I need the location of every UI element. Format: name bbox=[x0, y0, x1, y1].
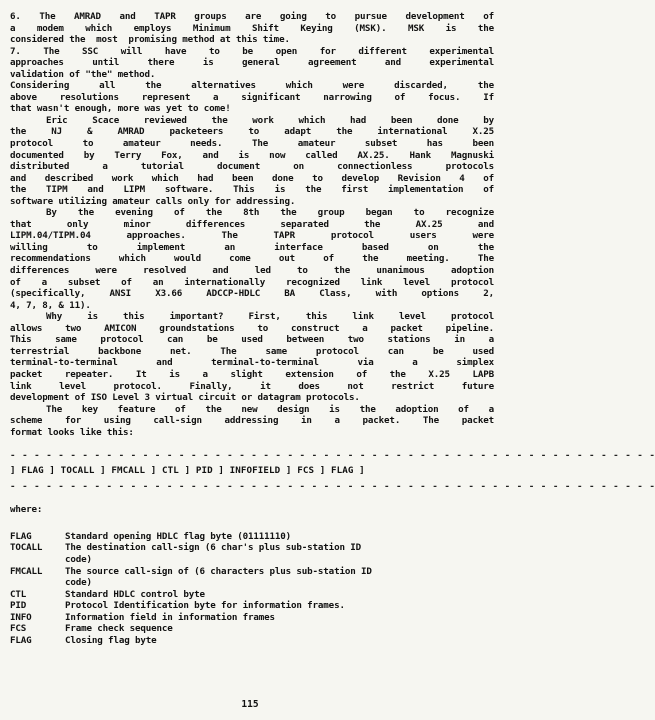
text-line: packet repeater. It is a slight extension of the X.25 LAPB bbox=[10, 368, 494, 380]
paragraph bbox=[10, 115, 494, 207]
where-label: where: bbox=[10, 503, 43, 515]
separator-top: - - - - - - - - - - - - - - - - - - - - - - - - - - - - - - - - - - - - - - - - - - - - - - - - - - - - - - bbox=[10, 449, 655, 461]
text-line: The key feature of the new design is the adoption of a bbox=[46, 403, 494, 415]
definition-row bbox=[10, 589, 494, 601]
definition-desc bbox=[65, 531, 494, 543]
text-line: LIPM.04/TIPM.04 approaches. The TAPR protocol users were bbox=[10, 230, 494, 242]
definition-term: CTL bbox=[10, 588, 27, 600]
definition-row bbox=[10, 612, 494, 624]
text-line: software utilizing amateur calls only for addressing. bbox=[10, 195, 296, 207]
definition-desc-line: The destination call-sign (6 char's plus sub-station ID bbox=[65, 542, 361, 554]
definition-row bbox=[10, 566, 494, 589]
definition-desc bbox=[65, 600, 494, 612]
paragraphs bbox=[10, 11, 494, 438]
text-line: willing to implement an interface based on the bbox=[10, 241, 494, 253]
text-line: (specifically, ANSI X3.66 ADCCP-HDLC BA Class, with options 2, bbox=[10, 288, 494, 300]
separator-bottom: - - - - - - - - - - - - - - - - - - - - - - - - - - - - - - - - - - - - - - - - - - - - - - - - - - - - - - bbox=[10, 480, 655, 492]
definition-desc-line: Closing flag byte bbox=[65, 634, 157, 646]
text-line: recommendations which would come out of the meeting. The bbox=[10, 253, 494, 265]
text-line: 6. The AMRAD and TAPR groups are going to pursue development of bbox=[10, 11, 494, 22]
text-line: validation of "the" method. bbox=[10, 68, 156, 80]
page-number: 115 bbox=[241, 699, 259, 710]
text-line: the TIPM and LIPM software. This is the first implementation of bbox=[10, 184, 494, 196]
definition-desc bbox=[65, 635, 494, 647]
definition-row bbox=[10, 531, 494, 543]
definition-desc-line: code) bbox=[65, 577, 92, 589]
text-line: protocol to amateur needs. The amateur subset has been bbox=[10, 138, 494, 150]
definition-desc-line: Standard opening HDLC flag byte (01111110) bbox=[65, 530, 292, 542]
text-line: terminal-to-terminal and terminal-to-terminal via a simplex bbox=[10, 357, 494, 369]
text-line: above resolutions represent a significant narrowing of focus. If bbox=[10, 91, 494, 103]
text-line: a modem which employs Minimum Shift Keying (MSK). MSK is the bbox=[10, 22, 494, 34]
definition-row bbox=[10, 623, 494, 635]
definition-desc bbox=[65, 612, 494, 624]
definition-desc bbox=[65, 589, 494, 601]
text-line: considered the most promising method at this time. bbox=[10, 34, 290, 46]
text-line: terrestrial backbone net. The same protocol can be used bbox=[10, 345, 494, 357]
definition-desc-line: Frame check sequence bbox=[65, 623, 173, 635]
text-line: allows two AMICON groundstations to construct a packet pipeline. bbox=[10, 322, 494, 334]
text-line: Eric Scace reviewed the work which had been done by bbox=[46, 114, 494, 126]
text-line: 7. The SSC will have to be open for different experimental bbox=[10, 45, 494, 57]
text-line: the NJ & AMRAD packeteers to adapt the international X.25 bbox=[10, 126, 494, 138]
text-line: Why is this important? First, this link level protocol bbox=[46, 311, 494, 323]
definition-term: PID bbox=[10, 600, 27, 612]
definition-desc-line: Information field in information frames bbox=[65, 611, 275, 623]
paragraph bbox=[10, 207, 494, 311]
text-line: format looks like this: bbox=[10, 426, 134, 438]
text-line: distributed a tutorial document on connectionless protocols bbox=[10, 161, 494, 173]
definition-desc-line: code) bbox=[65, 554, 92, 566]
paragraph bbox=[10, 404, 494, 439]
document-body bbox=[10, 11, 655, 646]
frame-format-diagram: ] FLAG ] TOCALL ] FMCALL ] CTL ] PID ] INFOFIELD ] FCS ] FLAG ] bbox=[10, 465, 365, 477]
text-line: Considering all the alternatives which were discarded, the bbox=[10, 80, 494, 92]
definition-row bbox=[10, 542, 494, 565]
definition-desc bbox=[65, 542, 494, 565]
text-line: documented by Terry Fox, and is now called AX.25. Hank Magnuski bbox=[10, 149, 494, 161]
definition-desc bbox=[65, 623, 494, 635]
definition-row bbox=[10, 635, 494, 647]
text-line: and described work which had been done to develop Revision 4 of bbox=[10, 172, 494, 184]
paragraph bbox=[10, 46, 494, 81]
definition-term: FLAG bbox=[10, 530, 32, 542]
definition-term: FMCALL bbox=[10, 565, 43, 577]
definition-desc bbox=[65, 566, 494, 589]
definition-term: FCS bbox=[10, 623, 27, 635]
paragraph bbox=[10, 80, 494, 115]
definition-row bbox=[10, 600, 494, 612]
definition-desc-line: Protocol Identification byte for information frames. bbox=[65, 600, 345, 612]
text-line: that wasn't enough, more was yet to come! bbox=[10, 103, 231, 115]
text-line: This same protocol can be used between two stations in a bbox=[10, 334, 494, 346]
text-line: differences were resolved and led to the unanimous adoption bbox=[10, 265, 494, 277]
text-line: link level protocol. Finally, it does not restrict future bbox=[10, 380, 494, 392]
text-line: 4, 7, 8, & 11). bbox=[10, 299, 91, 311]
text-line: By the evening of the 8th the group began to recognize bbox=[46, 207, 494, 219]
text-line: that only minor differences separated the AX.25 and bbox=[10, 218, 494, 230]
definition-desc-line: The source call-sign of (6 characters plus sub-station ID bbox=[65, 565, 372, 577]
paragraph bbox=[10, 11, 494, 46]
definition-desc-line: Standard HDLC control byte bbox=[65, 588, 205, 600]
definition-term: INFO bbox=[10, 611, 32, 623]
text-line: scheme for using call-sign addressing in a packet. The packet bbox=[10, 415, 494, 427]
field-definitions bbox=[10, 531, 494, 646]
text-line: development of ISO Level 3 virtual circuit or datagram protocols. bbox=[10, 392, 360, 404]
definition-term: TOCALL bbox=[10, 542, 43, 554]
paragraph bbox=[10, 311, 494, 403]
text-line: approaches until there is general agreement and experimental bbox=[10, 57, 494, 69]
definition-term: FLAG bbox=[10, 634, 32, 646]
text-line: of a subset of an internationally recognized link level protocol bbox=[10, 276, 494, 288]
